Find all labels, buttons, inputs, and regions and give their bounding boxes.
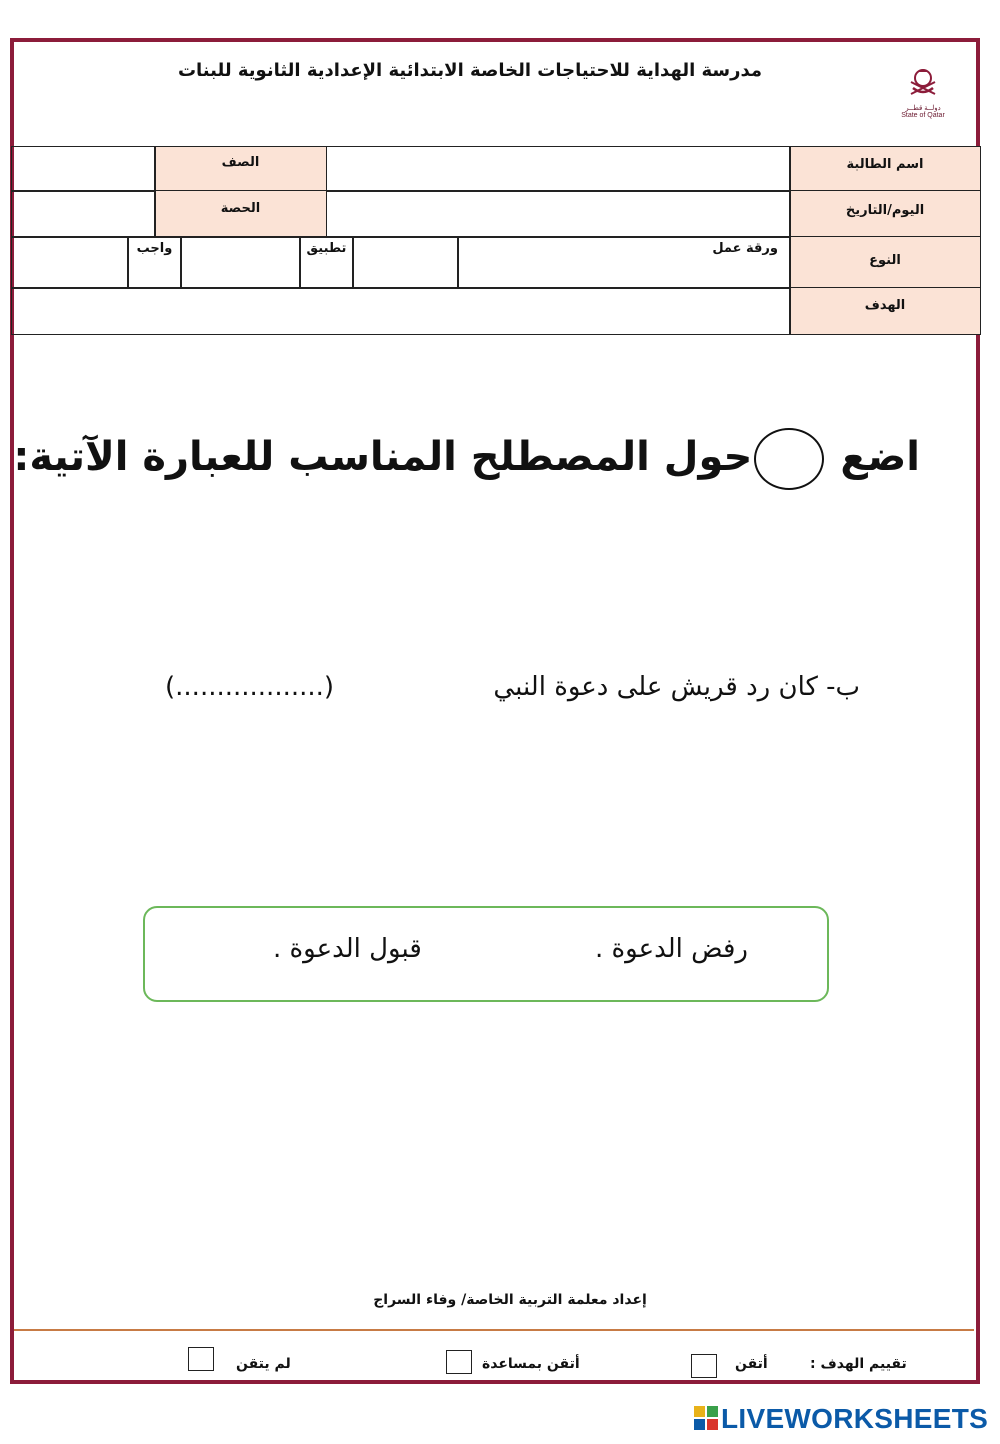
type-homework: واجب [127, 236, 182, 289]
mastered-label: أتقن [735, 1356, 768, 1372]
liveworksheets-logo-icon [693, 1405, 719, 1431]
type-application: تطبيق [299, 236, 354, 289]
type-homework-check[interactable] [11, 236, 129, 289]
period-label: الحصة [154, 190, 327, 238]
instruction-before: اضع [840, 434, 920, 480]
goal-field[interactable] [11, 287, 791, 335]
teacher-credit: إعداد معلمة التربية الخاصة/ وفاء السراج [373, 1292, 647, 1308]
type-worksheet-check[interactable] [352, 236, 459, 289]
option-accept[interactable]: قبول الدعوة . [273, 934, 422, 964]
type-label: النوع [789, 236, 981, 289]
evaluation-label: تقييم الهدف : [810, 1356, 907, 1372]
period-field[interactable] [11, 190, 156, 238]
type-application-check[interactable] [180, 236, 301, 289]
answer-blank[interactable]: (..................) [165, 672, 335, 702]
option-reject[interactable]: رفض الدعوة . [595, 934, 748, 964]
question-text: ب- كان رد قريش على دعوة النبي [493, 672, 860, 702]
options-box [143, 906, 829, 1002]
not-mastered-checkbox[interactable] [188, 1347, 214, 1371]
mastered-with-help-checkbox[interactable] [446, 1350, 472, 1374]
type-worksheet: ورقة عمل [457, 236, 791, 289]
school-name: مدرسة الهداية للاحتياجات الخاصة الابتدائية الإعدادية الثانوية للبنات [177, 60, 763, 81]
date-label: اليوم/التاريخ [789, 190, 981, 238]
goal-label: الهدف [789, 287, 981, 335]
date-field[interactable] [325, 190, 791, 238]
grade-field[interactable] [11, 146, 156, 192]
qatar-logo [893, 66, 953, 124]
grade-label: الصف [154, 146, 327, 192]
mastered-with-help-label: أتقن بمساعدة [482, 1356, 580, 1372]
qatar-emblem-icon [905, 66, 941, 100]
logo-arabic: دولــة قطــر [905, 105, 941, 112]
brand-text: LIVEWORKSHEETS [721, 1403, 989, 1434]
instruction [13, 428, 920, 490]
circle-icon [754, 428, 824, 490]
logo-caption: State of Qatar [901, 112, 945, 119]
not-mastered-label: لم يتقن [236, 1356, 291, 1372]
instruction-after: حول المصطلح المناسب للعبارة الآتية: [13, 434, 753, 480]
mastered-checkbox[interactable] [691, 1354, 717, 1378]
student-name-field[interactable] [325, 146, 791, 192]
liveworksheets-brand [693, 1403, 988, 1435]
student-name-label: اسم الطالبة [789, 146, 981, 192]
footer-divider [14, 1329, 974, 1331]
